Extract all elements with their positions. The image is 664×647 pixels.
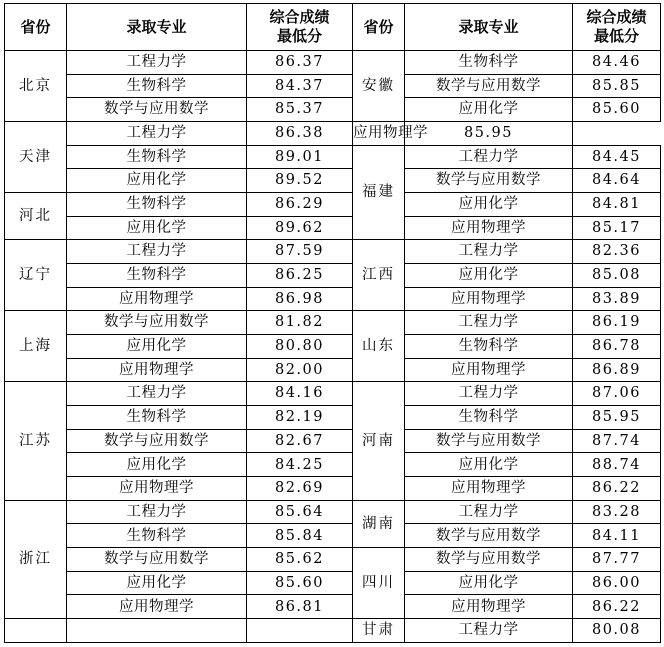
table-row [5,98,661,122]
score-cell: 89.52 [247,169,353,193]
table-row [5,193,661,217]
score-cell: 88.74 [573,453,661,477]
header-major-left: 录取专业 [67,4,247,51]
major-cell: 应用物理学 [67,287,247,311]
table-row [5,335,661,359]
major-cell: 生物科学 [67,193,247,217]
province-cell: 辽宁 [5,240,67,311]
major-cell: 工程力学 [405,619,573,643]
major-cell: 应用物理学 [405,216,573,240]
province-cell: 福建 [353,145,405,240]
score-cell: 84.64 [573,169,661,193]
province-cell: 安徽 [353,51,405,122]
table-row [5,74,661,98]
major-cell: 工程力学 [67,51,247,75]
province-cell: 江西 [353,240,405,311]
major-cell: 数学与应用数学 [67,429,247,453]
score-cell: 85.85 [573,74,661,98]
score-cell: 87.77 [573,548,661,572]
table-row [5,169,661,193]
major-cell: 工程力学 [405,311,573,335]
major-cell: 工程力学 [405,382,573,406]
province-cell: 河北 [5,193,67,240]
province-cell: 甘肃 [353,619,405,643]
major-cell: 应用物理学 [353,122,405,146]
score-cell: 86.78 [573,335,661,359]
score-cell: 86.37 [247,51,353,75]
table-row [5,429,661,453]
score-cell: 86.89 [573,358,661,382]
table-row [5,145,661,169]
major-cell: 生物科学 [67,406,247,430]
table-row [5,122,661,146]
score-cell: 82.69 [247,477,353,501]
score-cell: 86.00 [573,571,661,595]
major-cell: 应用化学 [405,453,573,477]
province-cell: 北京 [5,51,67,122]
score-cell: 89.62 [247,216,353,240]
table-row [5,453,661,477]
major-cell: 工程力学 [67,240,247,264]
header-score-left: 综合成绩 最低分 [247,4,353,51]
province-cell: 四川 [353,548,405,619]
score-cell: 84.45 [573,145,661,169]
header-row [5,4,661,51]
major-cell: 应用物理学 [405,287,573,311]
major-cell: 生物科学 [67,74,247,98]
score-cell: 87.06 [573,382,661,406]
major-cell: 数学与应用数学 [405,548,573,572]
score-cell: 86.25 [247,264,353,288]
table-row [5,548,661,572]
major-cell: 生物科学 [67,264,247,288]
score-cell: 84.37 [247,74,353,98]
score-cell: 85.60 [573,98,661,122]
major-cell: 应用化学 [67,169,247,193]
score-cell: 85.95 [405,122,573,146]
score-cell: 86.29 [247,193,353,217]
header-score-right: 综合成绩 最低分 [573,4,661,51]
score-cell: 86.81 [247,595,353,619]
table-row [5,264,661,288]
score-cell: 85.60 [247,571,353,595]
score-cell: 86.19 [573,311,661,335]
major-cell: 生物科学 [405,51,573,75]
major-cell: 工程力学 [405,145,573,169]
major-cell: 数学与应用数学 [67,98,247,122]
score-cell: 86.22 [573,477,661,501]
table-row [5,287,661,311]
province-cell: 河南 [353,382,405,500]
major-cell: 数学与应用数学 [405,524,573,548]
major-cell: 生物科学 [67,524,247,548]
major-cell: 应用化学 [405,193,573,217]
province-cell: 湖南 [353,500,405,547]
score-cell: 80.80 [247,335,353,359]
table-row [5,571,661,595]
table-row [5,240,661,264]
province-cell: 江苏 [5,382,67,500]
major-cell: 工程力学 [67,122,247,146]
score-cell: 84.11 [573,524,661,548]
table-row [5,358,661,382]
major-cell: 数学与应用数学 [67,548,247,572]
table-row [5,595,661,619]
major-cell: 应用物理学 [67,595,247,619]
province-cell: 浙江 [5,500,67,618]
major-cell: 工程力学 [67,382,247,406]
major-cell [67,619,247,643]
major-cell: 应用物理学 [405,358,573,382]
score-cell: 84.81 [573,193,661,217]
score-cell: 84.16 [247,382,353,406]
score-cell: 87.59 [247,240,353,264]
major-cell: 工程力学 [67,500,247,524]
admission-score-table [4,3,661,643]
score-cell: 85.17 [573,216,661,240]
major-cell: 应用化学 [67,216,247,240]
province-cell: 上海 [5,311,67,382]
admission-score-sheet [4,3,660,643]
score-cell: 85.08 [573,264,661,288]
header-province-left: 省份 [5,4,67,51]
score-cell: 82.36 [573,240,661,264]
table-row [5,477,661,501]
score-cell: 85.95 [573,406,661,430]
score-cell: 86.98 [247,287,353,311]
score-cell: 83.28 [573,500,661,524]
major-cell: 应用化学 [405,264,573,288]
province-cell: 天津 [5,122,67,193]
score-cell: 85.64 [247,500,353,524]
score-cell: 89.01 [247,145,353,169]
table-row [5,500,661,524]
major-cell: 应用化学 [405,98,573,122]
table-row [5,51,661,75]
score-cell: 82.19 [247,406,353,430]
score-cell: 82.67 [247,429,353,453]
major-cell: 应用化学 [405,571,573,595]
major-cell: 应用物理学 [405,595,573,619]
table-row [5,524,661,548]
score-cell: 81.82 [247,311,353,335]
score-cell [247,619,353,643]
header-province-right: 省份 [353,4,405,51]
major-cell: 应用物理学 [67,477,247,501]
score-cell: 85.62 [247,548,353,572]
major-cell: 生物科学 [405,406,573,430]
major-cell: 数学与应用数学 [405,429,573,453]
score-cell: 87.74 [573,429,661,453]
major-cell: 应用化学 [67,571,247,595]
score-cell: 84.46 [573,51,661,75]
major-cell: 应用物理学 [405,477,573,501]
major-cell: 应用化学 [67,453,247,477]
major-cell: 生物科学 [67,145,247,169]
table-row [5,406,661,430]
score-cell: 82.00 [247,358,353,382]
major-cell: 应用化学 [67,335,247,359]
major-cell: 工程力学 [405,240,573,264]
table-row [5,619,661,643]
score-cell: 86.38 [247,122,353,146]
score-cell: 80.08 [573,619,661,643]
major-cell: 数学与应用数学 [405,74,573,98]
major-cell: 生物科学 [405,335,573,359]
major-cell: 应用物理学 [67,358,247,382]
table-row [5,216,661,240]
table-row [5,382,661,406]
province-cell: 山东 [353,311,405,382]
major-cell: 数学与应用数学 [405,169,573,193]
province-cell [5,619,67,643]
score-cell: 85.84 [247,524,353,548]
table-row [5,311,661,335]
score-cell: 86.22 [573,595,661,619]
score-cell: 83.89 [573,287,661,311]
header-major-right: 录取专业 [405,4,573,51]
score-cell: 84.25 [247,453,353,477]
major-cell: 数学与应用数学 [67,311,247,335]
score-cell: 85.37 [247,98,353,122]
major-cell: 工程力学 [405,500,573,524]
